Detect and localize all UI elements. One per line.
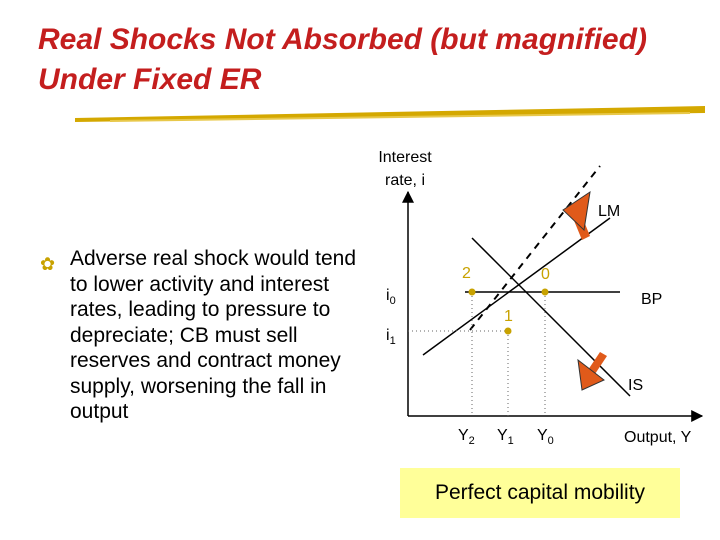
point-1-label: 1 xyxy=(504,308,513,325)
bp-label: BP xyxy=(641,291,663,308)
bullet-text: Adverse real shock would tend to lower activity and interest rates, leading to pressure to depreciate; CB must sell reserves and contract money supply, worsening the fall in output xyxy=(70,247,356,423)
sun-bullet-icon: ✿ xyxy=(40,254,56,274)
i1-label: $i_1$ xyxy=(386,327,396,347)
y-axis-label-line2: rate, i xyxy=(384,172,426,189)
y-axis-label-line1: Interest xyxy=(378,149,432,166)
point-2-label: 2 xyxy=(462,265,471,282)
slide-title: Real Shocks Not Absorbed (but magnified) Under Fixed ER xyxy=(38,23,647,96)
is-label: IS xyxy=(628,377,644,394)
lm-label: LM xyxy=(598,203,621,220)
perfect-capital-mobility-note: Perfect capital mobility xyxy=(400,468,680,518)
point-2-marker xyxy=(469,289,476,296)
y1-label: $Y_1$ xyxy=(497,427,514,447)
point-1-marker xyxy=(505,328,512,335)
point-0-label: 0 xyxy=(541,266,550,283)
point-0-marker xyxy=(542,289,549,296)
y0-label: $Y_0$ xyxy=(537,427,554,447)
y2-label: $Y_2$ xyxy=(458,427,475,447)
i0-label: $i_0$ xyxy=(386,287,396,307)
lm-shift-arrow xyxy=(563,192,590,240)
x-axis-label: Output, Y xyxy=(624,429,692,446)
